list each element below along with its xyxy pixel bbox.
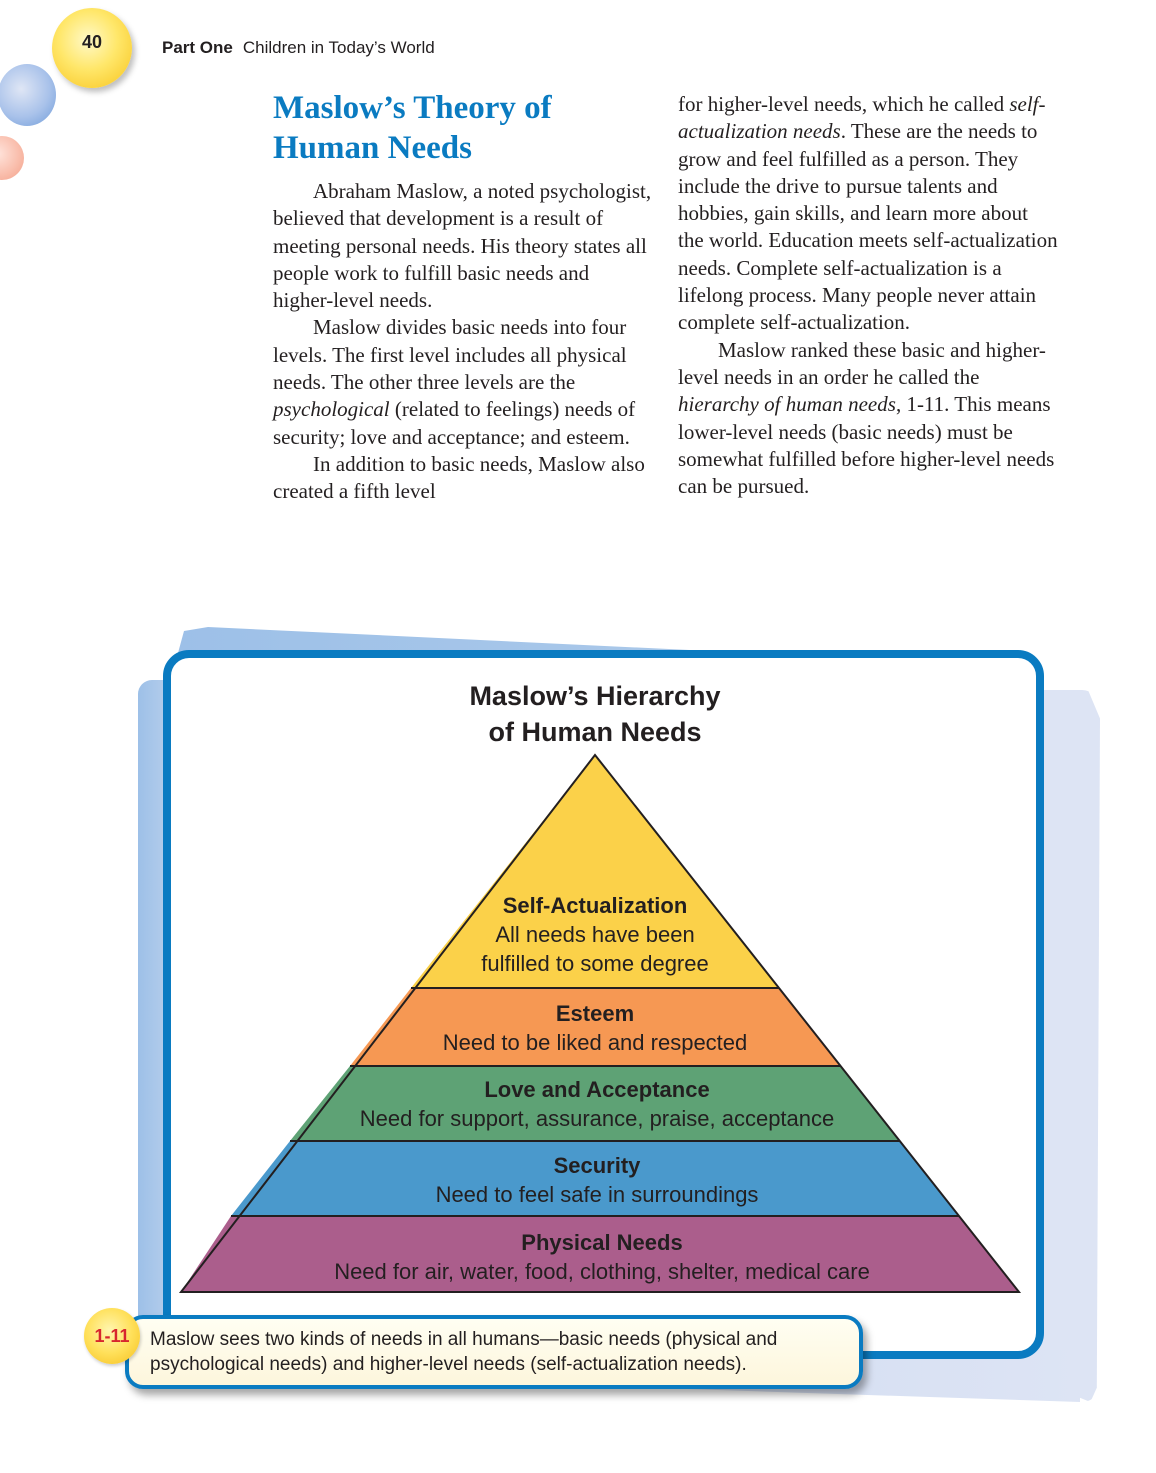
level-label-physical: Physical Needs Need for air, water, food, clothing, shelter, medical care — [334, 1230, 870, 1284]
figure-title-line1: Maslow’s Hierarchy — [469, 681, 721, 711]
section-title-line2: Human Needs — [273, 130, 472, 166]
level-label-love-acceptance: Love and Acceptance Need for support, assurance, praise, acceptance — [359, 1077, 835, 1131]
level-label-esteem: Esteem Need to be liked and respected — [442, 1001, 748, 1055]
figure-caption — [150, 1327, 850, 1377]
paragraph-4: Maslow ranked these basic and higher-level needs in an order he called the hierarchy of human needs, 1-11. This means lower-level needs (basic needs) must be somewhat fulfilled before higher-level needs can be pursued. — [678, 337, 1055, 499]
term-psychological: psychological — [273, 397, 390, 422]
caption-line1: Maslow sees two kinds of needs in all humans—basic needs (physical and — [150, 1329, 778, 1350]
level-label-security: Security Need to feel safe in surroundings — [435, 1153, 759, 1207]
paragraph-1: Abraham Maslow, a noted psychologist, believed that development is a result of meeting personal needs. His theory states all people work to fulfill basic needs and higher-level needs. — [273, 179, 652, 313]
paragraph-3: In addition to basic needs, Maslow also created a fifth level — [273, 451, 645, 504]
figure-number-badge: 1-11 — [84, 1308, 140, 1364]
term-self-actualization-needs: self-actualization needs — [678, 92, 1046, 144]
term-hierarchy-of-human-needs: hierarchy of human needs — [678, 392, 896, 417]
part-title: Children in Today’s World — [242, 38, 435, 57]
paragraph-2: Maslow divides basic needs into four levels. The first level includes all physical needs. The other three levels are the psychological (related to feelings) needs of security; love and acceptance; and esteem. — [273, 315, 636, 449]
level-label-self-actualization: Self-Actualization All needs have been fulfilled to some degree — [481, 893, 709, 976]
figure-title-line2: of Human Needs — [488, 717, 702, 747]
section-title-line1: Maslow’s Theory of — [273, 90, 552, 126]
caption-line2: psychological needs) and higher-level needs (self-actualization needs). — [150, 1354, 747, 1375]
page-number: 40 — [81, 31, 103, 52]
paragraph-3-continued: for higher-level needs, which he called self-actualization needs. These are the needs to grow and feel fulfilled as a person. They include the drive to pursue talents and hobbies, gain skills, and learn more about the world. Education meets self-actualization needs. Complete self-actualization is a lifelong process. Many people never attain complete self-actualization. — [678, 92, 1058, 335]
part-label: Part One — [162, 38, 233, 57]
